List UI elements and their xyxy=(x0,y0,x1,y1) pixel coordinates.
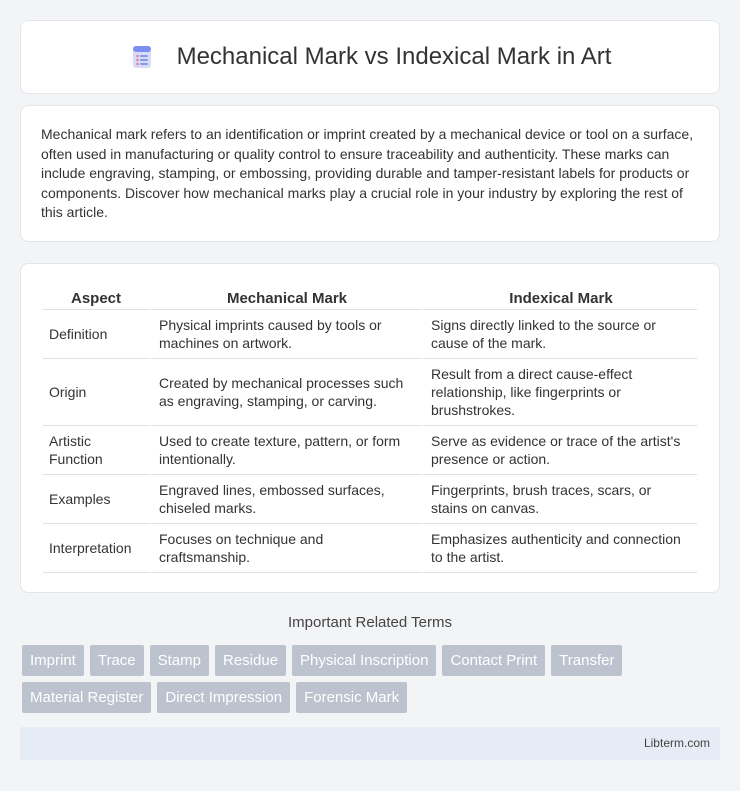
row-mechanical: Used to create texture, pattern, or form intentionally. xyxy=(149,426,421,475)
intro-text: Mechanical mark refers to an identification or imprint created by a mechanical device or tool on a surface, often used in manufacturing or quality control to ensure traceability and authenticity. These marks can include engraving, stamping, or embossing, providing durable and tamper-resistant labels for products or components. Discover how mechanical marks play a crucial role in your industry by exploring the rest of this article. xyxy=(41,126,694,220)
tag-imprint[interactable]: Imprint xyxy=(22,645,84,676)
page-title: Mechanical Mark vs Indexical Mark in Art xyxy=(176,43,612,70)
row-aspect: Artistic Function xyxy=(43,426,149,475)
intro-card xyxy=(20,105,720,242)
row-indexical: Serve as evidence or trace of the artist's presence or action. xyxy=(421,426,697,475)
row-mechanical: Physical imprints caused by tools or machines on artwork. xyxy=(149,310,421,359)
comparison-table-card xyxy=(20,263,720,593)
row-aspect: Origin xyxy=(43,359,149,426)
table-row xyxy=(43,359,697,426)
table-row xyxy=(43,475,697,524)
tag-residue[interactable]: Residue xyxy=(215,645,286,676)
tag-physical-inscription[interactable]: Physical Inscription xyxy=(292,645,436,676)
tag-stamp[interactable]: Stamp xyxy=(150,645,209,676)
column-header-mechanical: Mechanical Mark xyxy=(149,282,421,310)
header-card xyxy=(20,20,720,94)
tag-forensic-mark[interactable]: Forensic Mark xyxy=(296,682,407,713)
footer xyxy=(20,727,720,760)
table-row xyxy=(43,426,697,475)
comparison-table xyxy=(43,282,697,573)
row-mechanical: Engraved lines, embossed surfaces, chiseled marks. xyxy=(149,475,421,524)
tag-direct-impression[interactable]: Direct Impression xyxy=(157,682,290,713)
tag-transfer[interactable]: Transfer xyxy=(551,645,622,676)
document-list-icon xyxy=(129,44,155,70)
tag-material-register[interactable]: Material Register xyxy=(22,682,151,713)
row-indexical: Emphasizes authenticity and connection to the artist. xyxy=(421,524,697,573)
footer-site-link[interactable]: Libterm.com xyxy=(643,736,710,750)
tag-contact-print[interactable]: Contact Print xyxy=(442,645,545,676)
related-terms-list xyxy=(22,645,722,719)
row-aspect: Definition xyxy=(43,310,149,359)
table-header-row xyxy=(43,282,697,310)
row-aspect: Examples xyxy=(43,475,149,524)
tag-trace[interactable]: Trace xyxy=(90,645,144,676)
row-aspect: Interpretation xyxy=(43,524,149,573)
table-row xyxy=(43,310,697,359)
row-indexical: Result from a direct cause-effect relationship, like fingerprints or brushstrokes. xyxy=(421,359,697,426)
row-mechanical: Focuses on technique and craftsmanship. xyxy=(149,524,421,573)
row-indexical: Signs directly linked to the source or cause of the mark. xyxy=(421,310,697,359)
row-mechanical: Created by mechanical processes such as engraving, stamping, or carving. xyxy=(149,359,421,426)
row-indexical: Fingerprints, brush traces, scars, or stains on canvas. xyxy=(421,475,697,524)
column-header-aspect: Aspect xyxy=(43,282,149,310)
related-terms-title: Important Related Terms xyxy=(288,614,452,631)
column-header-indexical: Indexical Mark xyxy=(421,282,697,310)
table-row xyxy=(43,524,697,573)
